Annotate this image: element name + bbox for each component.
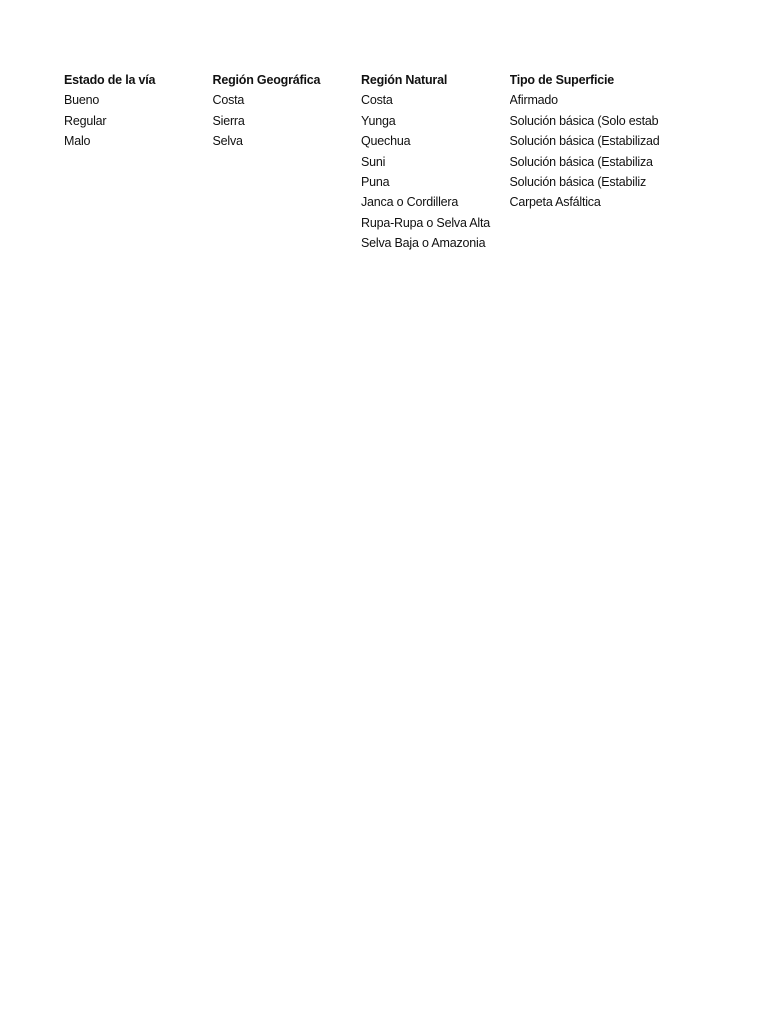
table-cell: Puna bbox=[361, 174, 390, 189]
table-cell: Malo bbox=[64, 134, 91, 149]
table-cell: Solución básica (Solo estab bbox=[509, 113, 659, 128]
table-cell: Carpeta Asfáltica bbox=[509, 195, 601, 210]
column-estado-de-la-via bbox=[64, 70, 213, 254]
table-cell: Quechua bbox=[361, 134, 411, 149]
table-cell: Solución básica (Estabiliz bbox=[509, 174, 647, 189]
table-cell: Sierra bbox=[212, 113, 245, 128]
table-cell: Selva Baja o Amazonia bbox=[361, 236, 486, 251]
table-cell: Regular bbox=[64, 113, 107, 128]
table-cell: Afirmado bbox=[509, 93, 558, 108]
column-header: Tipo de Superficie bbox=[509, 73, 615, 87]
table-cell: Solución básica (Estabilizad bbox=[509, 134, 660, 149]
column-header: Estado de la vía bbox=[64, 73, 156, 87]
column-header: Región Natural bbox=[361, 73, 448, 87]
column-header: Región Geográfica bbox=[212, 73, 321, 87]
table-cell: Janca o Cordillera bbox=[361, 195, 459, 210]
column-tipo-de-superficie bbox=[510, 70, 660, 254]
table-cell: Bueno bbox=[64, 93, 100, 108]
table-cell: Rupa-Rupa o Selva Alta bbox=[361, 215, 491, 230]
data-table bbox=[64, 70, 660, 254]
table-cell: Yunga bbox=[361, 113, 396, 128]
column-region-geografica bbox=[213, 70, 362, 254]
column-region-natural bbox=[361, 70, 510, 254]
table-cell: Suni bbox=[361, 154, 386, 169]
table-cell: Selva bbox=[212, 134, 243, 149]
table-cell: Solución básica (Estabiliza bbox=[509, 154, 653, 169]
table-cell: Costa bbox=[361, 93, 393, 108]
table-cell: Costa bbox=[212, 93, 245, 108]
